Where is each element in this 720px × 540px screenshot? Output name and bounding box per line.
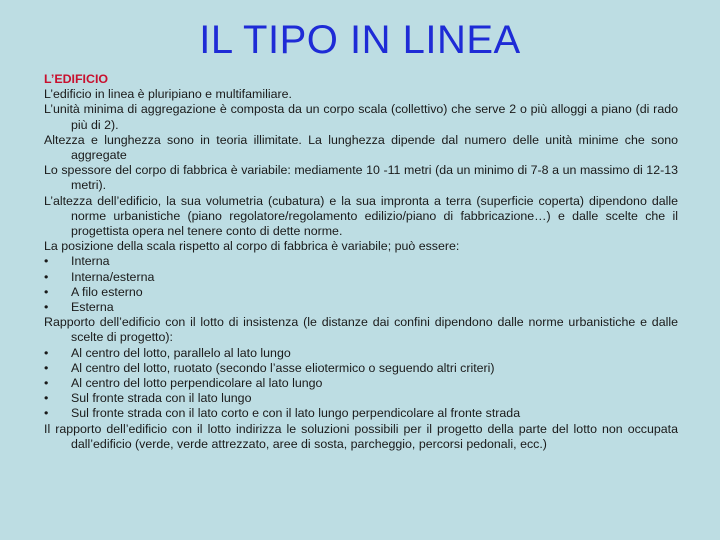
bullet-text: Esterna	[71, 300, 114, 315]
slide-content	[44, 72, 678, 452]
bullet-glyph: •	[44, 360, 49, 375]
bullet-item	[44, 300, 678, 315]
section-heading: L’EDIFICIO	[44, 72, 109, 86]
bullet-text: Interna	[71, 254, 110, 269]
paragraph: L’unità minima di aggregazione è composta da un corpo scala (collettivo) che serve 2 o più alloggi a piano (di rado più di 2).	[44, 102, 678, 132]
bullet-text: A filo esterno	[71, 284, 143, 299]
bullet-glyph: •	[44, 345, 49, 360]
bullet-text: Sul fronte strada con il lato lungo	[71, 391, 252, 406]
bullet-item	[44, 406, 678, 421]
paragraph: Lo spessore del corpo di fabbrica è variabile: mediamente 10 -11 metri (da un minimo di 7-8 a un massimo di 12-13 metri).	[44, 163, 678, 193]
bullet-item	[44, 346, 678, 361]
bullet-item	[44, 270, 678, 285]
bullet-item	[44, 391, 678, 406]
slide-title	[0, 18, 720, 63]
paragraph: Il rapporto dell’edificio con il lotto indirizza le soluzioni possibili per il progetto della parte del lotto non occupata dall’edificio (verde, verde attrezzato, aree di sosta, parcheggio, percorsi pedonali, ecc.)	[44, 421, 678, 451]
paragraph: Rapporto dell’edificio con il lotto di insistenza (le distanze dai confini dipendono dalle norme urbanistiche e dalle scelte di progetto):	[44, 315, 678, 345]
paragraph: L’altezza dell’edificio, la sua volumetria (cubatura) e la sua impronta a terra (superficie coperta) dipendono dalle norme urbanistiche (piano regolatore/regolamento edilizio/piano di fabbricazione…) e dalle scelte che il progettista opera nel tenere conto di dette norme.	[44, 193, 678, 239]
paragraph: L’edificio in linea è pluripiano e multifamiliare.	[44, 87, 292, 102]
bullet-glyph: •	[44, 300, 49, 315]
bullet-glyph: •	[44, 391, 49, 406]
slide-title-text: IL TIPO IN LINEA	[199, 18, 521, 62]
bullet-glyph: •	[44, 406, 49, 421]
paragraph: La posizione della scala rispetto al corpo di fabbrica è variabile; può essere:	[44, 239, 460, 254]
bullet-item	[44, 376, 678, 391]
bullet-glyph: •	[44, 254, 49, 269]
bullet-text: Sul fronte strada con il lato corto e con il lato lungo perpendicolare al fronte strada	[71, 406, 521, 421]
bullet-text: Al centro del lotto perpendicolare al lato lungo	[71, 376, 323, 391]
paragraph: Altezza e lunghezza sono in teoria illimitate. La lunghezza dipende dal numero delle unità minime che sono aggregate	[44, 132, 678, 163]
bullet-glyph: •	[44, 284, 49, 299]
bullet-text: Interna/esterna	[71, 269, 155, 284]
bullet-item	[44, 285, 678, 300]
bullet-text: Al centro del lotto, ruotato (secondo l’asse eliotermico o seguendo altri criteri)	[71, 360, 495, 375]
bullet-item	[44, 361, 678, 376]
bullet-glyph: •	[44, 376, 49, 391]
bullet-glyph: •	[44, 269, 49, 284]
bullet-text: Al centro del lotto, parallelo al lato lungo	[71, 345, 291, 360]
bullet-item	[44, 254, 678, 269]
